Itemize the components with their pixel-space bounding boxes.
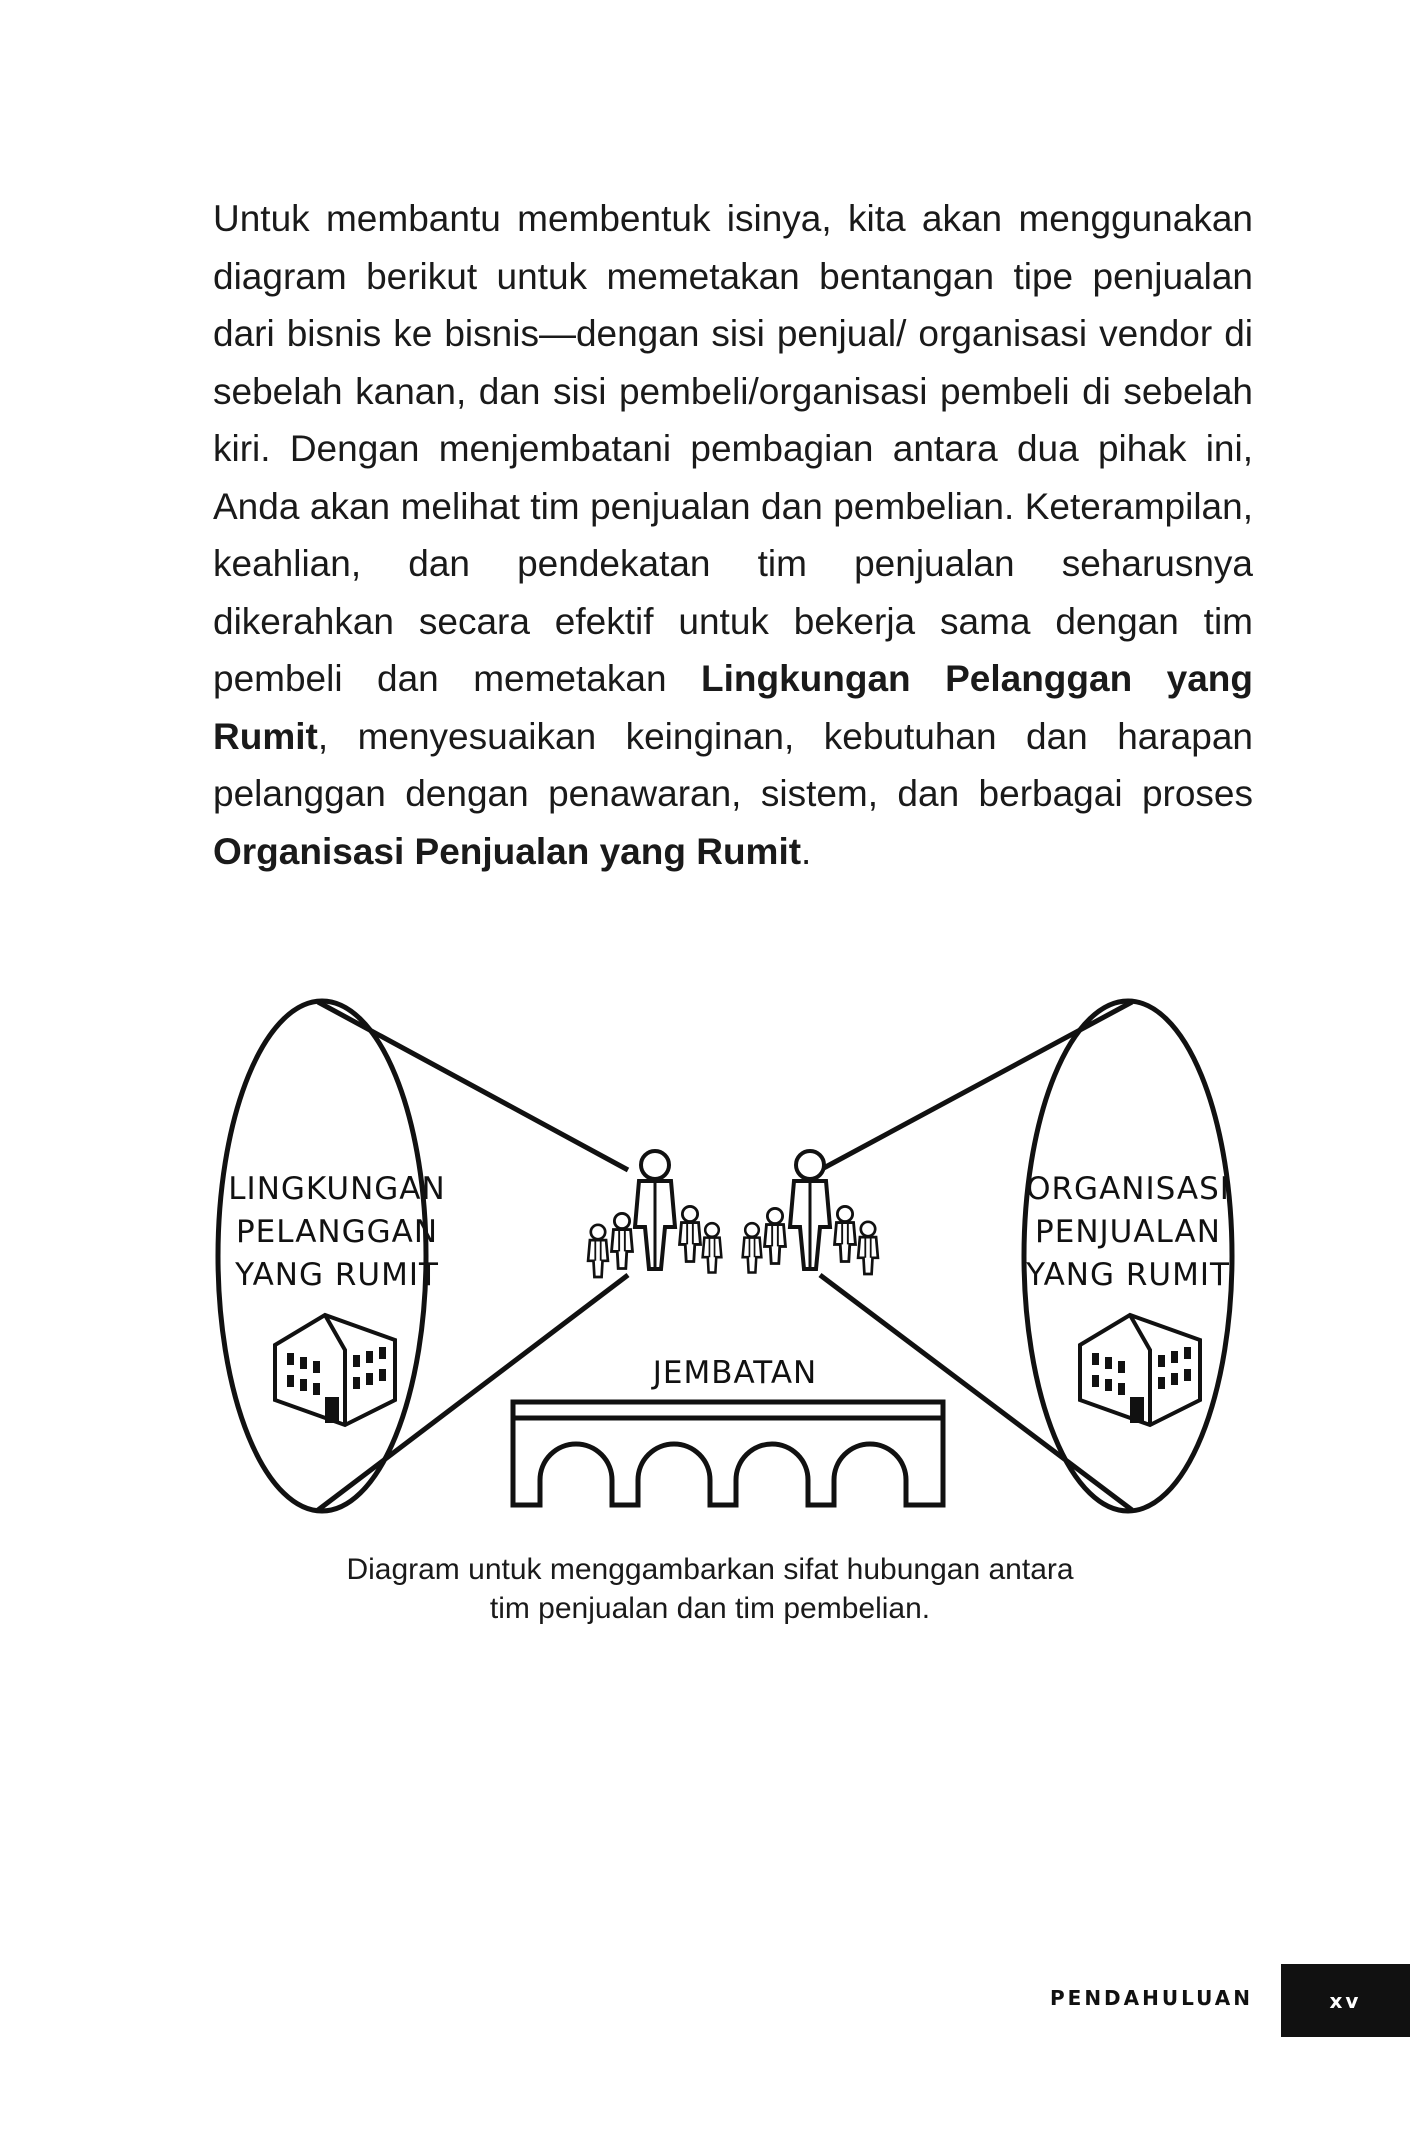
svg-text:YANG RUMIT: YANG RUMIT (235, 1257, 439, 1293)
svg-text:PELANGGAN: PELANGGAN (235, 1214, 439, 1250)
figure-caption (260, 1550, 1160, 1628)
right-cone-label (1025, 1171, 1230, 1293)
svg-text:PENJUALAN: PENJUALAN (1035, 1214, 1221, 1250)
bold-term-sales-organization: Organisasi Penjualan yang Rumit (213, 830, 802, 872)
svg-text:ORGANISASI: ORGANISASI (1026, 1171, 1230, 1207)
left-cone-label (228, 1171, 445, 1293)
bridge-diagram (200, 985, 1250, 1525)
page-number: xv (1329, 1988, 1362, 2013)
caption-line-1: Diagram untuk menggambarkan sifat hubungan antara (346, 1553, 1074, 1586)
body-text-part-1: Untuk membantu membentuk isinya, kita akan menggunakan diagram berikut untuk memetakan bentangan tipe penjualan dari bisnis ke bisnis—dengan sisi penjual/ organisasi vendor di sebelah kanan, dan sisi pembeli/organisasi pembeli di sebelah kiri. Dengan menjembatani pembagian antara dua pihak ini, Anda akan melihat tim penjualan dan pembelian. Keterampilan, keahlian, dan pendekatan tim penjualan seharusnya dikerahkan secara efektif untuk bekerja sama dengan tim pembeli dan memetakan (213, 198, 1253, 699)
svg-text:LINGKUNGAN: LINGKUNGAN (228, 1171, 446, 1207)
building-icon (1080, 1315, 1200, 1425)
bridge-label: JEMBATAN (652, 1355, 818, 1391)
customer-environment-cone (218, 1001, 628, 1511)
bridge (513, 1355, 943, 1505)
body-paragraph (213, 190, 1253, 880)
sales-organization-cone (820, 1001, 1232, 1511)
caption-line-2: tim penjualan dan tim pembelian. (489, 1592, 931, 1625)
building-icon (275, 1315, 395, 1425)
running-footer-section: PENDAHULUAN (1050, 1986, 1253, 2010)
body-text-part-3: . (801, 830, 812, 872)
body-text-part-2: , menyesuaikan keinginan, kebutuhan dan harapan pelanggan dengan penawaran, sistem, dan berbagai proses (213, 715, 1253, 814)
svg-text:YANG RUMIT: YANG RUMIT (1026, 1257, 1230, 1293)
bold-term-customer-environment: Lingkungan Pelanggan yang Rumit (213, 658, 1253, 757)
page-number-box (1281, 1964, 1410, 2037)
seller-team-figures (743, 1151, 878, 1274)
buyer-team-figures (588, 1151, 721, 1277)
